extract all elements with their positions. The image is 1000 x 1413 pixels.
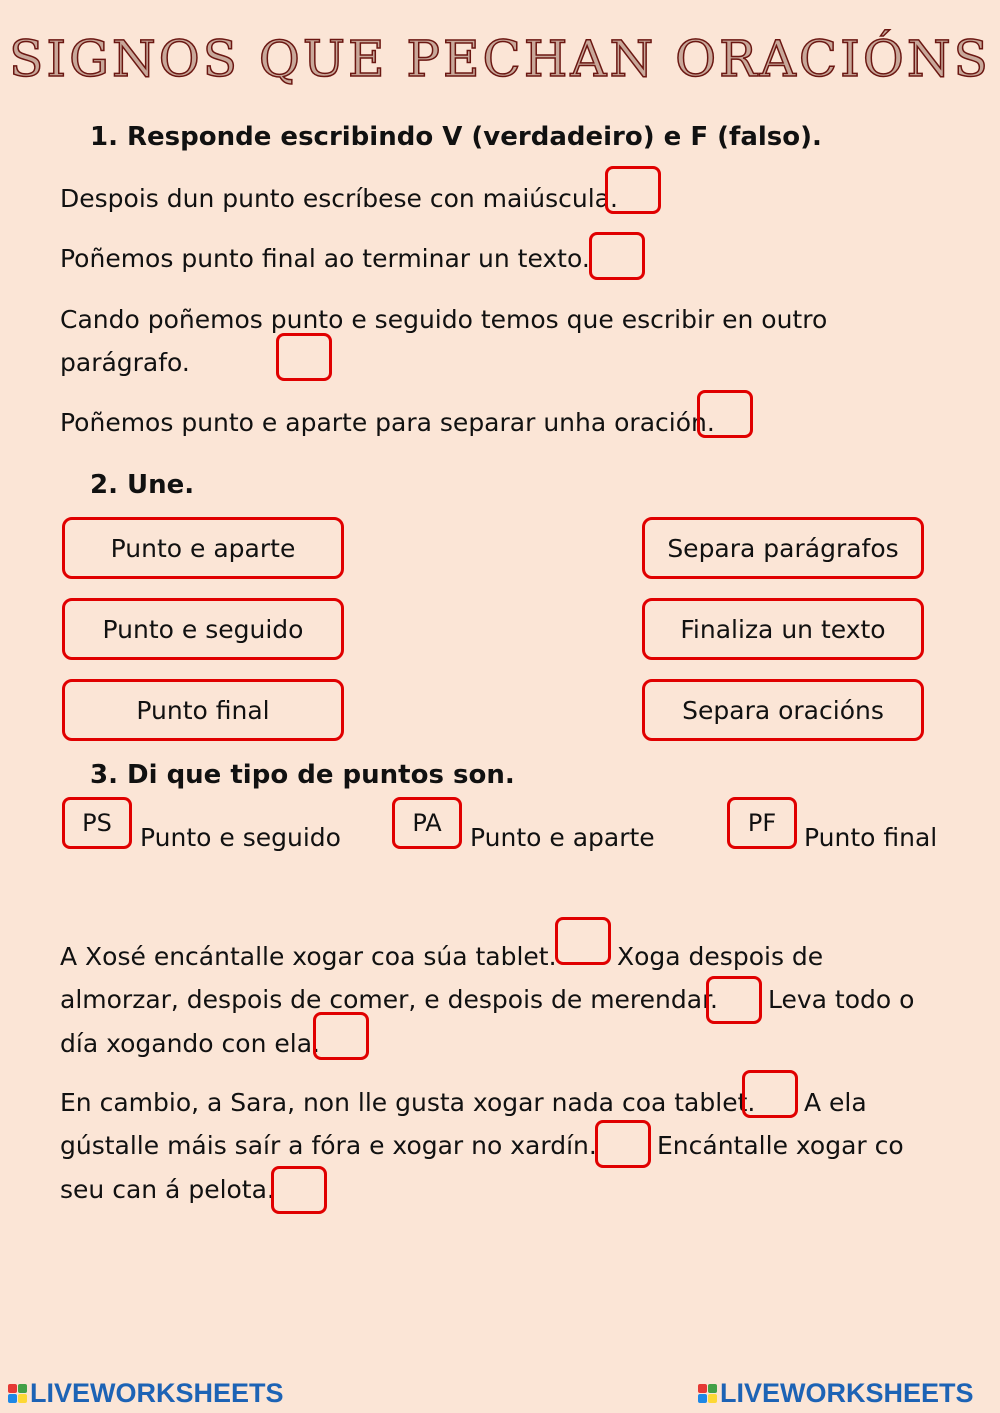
p2-sentence-3: gústalle máis saír a fóra e xogar no xardín. [60, 1131, 597, 1160]
brand-text: LIVEWORKSHEETS [30, 1378, 284, 1408]
p1-sentence-3: almorzar, despois de comer, e despois de merendar. [60, 985, 718, 1014]
answer-box-3[interactable] [276, 333, 332, 381]
page-title: SIGNOS QUE PECHAN ORACIÓNS [9, 30, 991, 88]
answer-box-2[interactable] [589, 232, 645, 280]
statement-4: Poñemos punto e aparte para separar unha oración. [60, 408, 715, 437]
match-left-2[interactable]: Punto e seguido [62, 598, 344, 660]
liveworksheets-icon [8, 1384, 27, 1403]
match-right-1[interactable]: Separa parágrafos [642, 517, 924, 579]
p1-answer-box-2[interactable] [706, 976, 762, 1024]
statement-3: Cando poñemos punto e seguido temos que escribir en outro [60, 305, 828, 334]
answer-box-4[interactable] [697, 390, 753, 438]
legend-code-pf: PF [727, 797, 797, 849]
match-right-2[interactable]: Finaliza un texto [642, 598, 924, 660]
section1-heading: 1. Responde escribindo V (verdadeiro) e F (falso). [90, 122, 822, 152]
legend-label-pa: Punto e aparte [470, 823, 655, 852]
legend-code-pa: PA [392, 797, 462, 849]
p2-sentence-5: seu can á pelota. [60, 1175, 275, 1204]
p2-sentence-4: Encántalle xogar co [657, 1131, 904, 1160]
p1-answer-box-3[interactable] [313, 1012, 369, 1060]
p2-sentence-2: A ela [804, 1088, 867, 1117]
p1-answer-box-1[interactable] [555, 917, 611, 965]
match-left-3[interactable]: Punto final [62, 679, 344, 741]
statement-1: Despois dun punto escríbese con maiúscula. [60, 184, 618, 213]
statement-3-cont: parágrafo. [60, 348, 190, 377]
p2-answer-box-1[interactable] [742, 1070, 798, 1118]
legend-label-ps: Punto e seguido [140, 823, 341, 852]
match-right-3[interactable]: Separa oracións [642, 679, 924, 741]
footer-logo-right [698, 1378, 974, 1409]
answer-box-1[interactable] [605, 166, 661, 214]
p1-sentence-1: A Xosé encántalle xogar coa súa tablet. [60, 942, 557, 971]
legend-code-ps: PS [62, 797, 132, 849]
section2-heading: 2. Une. [90, 470, 195, 500]
liveworksheets-icon [698, 1384, 717, 1403]
brand-text: LIVEWORKSHEETS [720, 1378, 974, 1408]
match-left-1[interactable]: Punto e aparte [62, 517, 344, 579]
p2-answer-box-3[interactable] [271, 1166, 327, 1214]
p1-sentence-4: Leva todo o [768, 985, 915, 1014]
p1-sentence-2: Xoga despois de [617, 942, 824, 971]
p1-sentence-5: día xogando con ela. [60, 1029, 320, 1058]
section3-heading: 3. Di que tipo de puntos son. [90, 760, 515, 790]
p2-sentence-1: En cambio, a Sara, non lle gusta xogar nada coa tablet. [60, 1088, 756, 1117]
legend-label-pf: Punto final [804, 823, 938, 852]
footer-logo-left [8, 1378, 284, 1409]
p2-answer-box-2[interactable] [595, 1120, 651, 1168]
statement-2: Poñemos punto final ao terminar un texto. [60, 244, 590, 273]
